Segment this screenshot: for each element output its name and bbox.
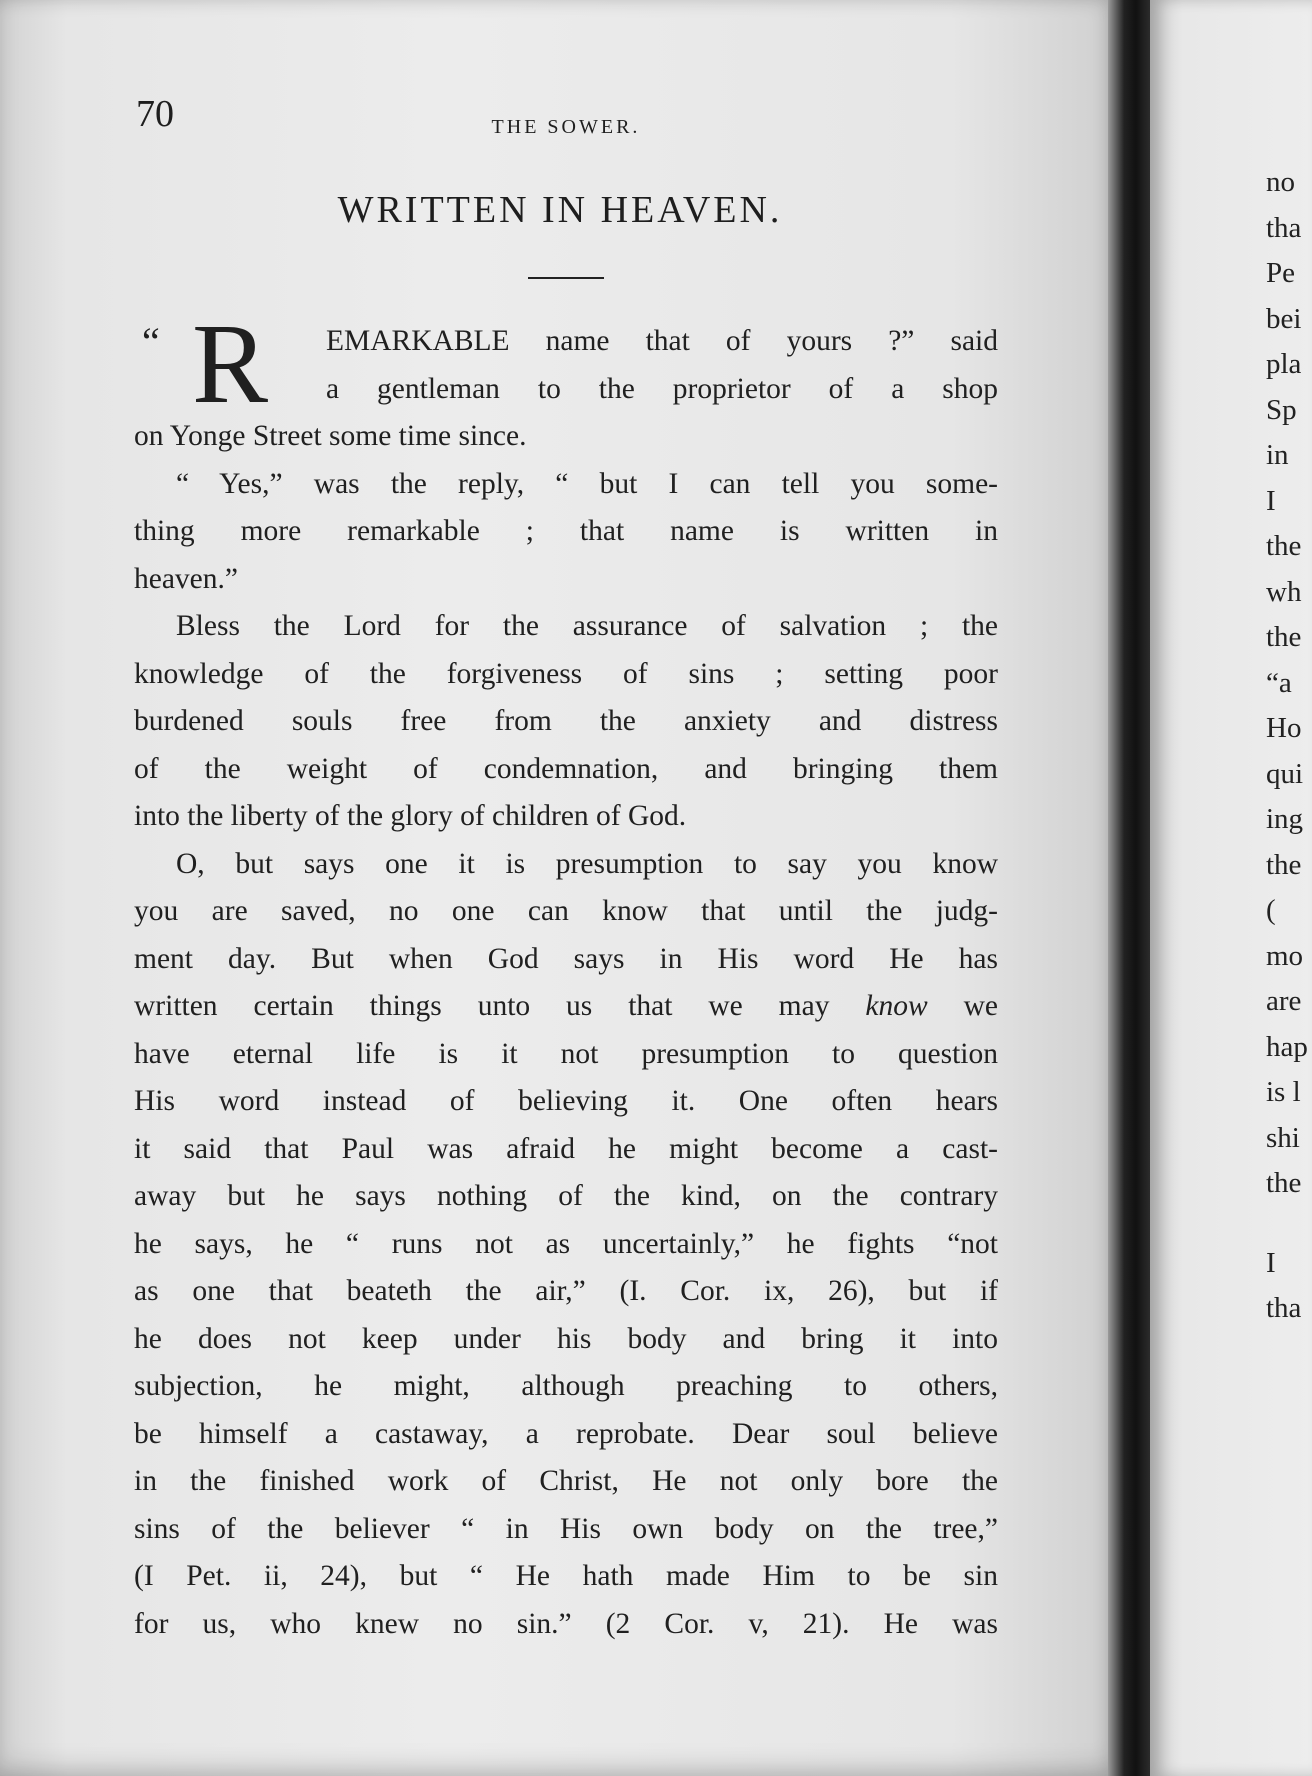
fragment: the (1266, 530, 1302, 562)
fragment: is l (1266, 1076, 1301, 1108)
fragment: bei (1266, 302, 1302, 335)
title-divider (528, 277, 604, 279)
fragment: pla (1266, 348, 1302, 380)
fragment-spacer (1266, 1207, 1312, 1241)
text-line: for us, who knew no sin.” (2 Cor. v, 21). He was (134, 1607, 998, 1640)
text-line: “ Yes,” was the reply, “ but I can tell you some- (176, 467, 998, 500)
running-title: THE SOWER. (491, 116, 641, 138)
fragment: hap (1266, 1030, 1308, 1063)
fragment: mo (1266, 939, 1304, 972)
text-line: a gentleman to the proprietor of a shop (326, 372, 998, 405)
fragment: tha (1266, 211, 1302, 244)
text-segment: written certain things unto us that we may (134, 990, 830, 1022)
text-line: subjection, he might, although preaching to others, (134, 1370, 998, 1402)
text-line: as one that beateth the air,” (I. Cor. ix, 26), but if (134, 1275, 998, 1307)
text-line: Bless the Lord for the assurance of salvation ; the (176, 610, 998, 642)
fragment: in (1266, 439, 1289, 471)
text-line: EMARKABLE name that of yours ?” said (326, 325, 998, 357)
article-body (134, 300, 998, 1648)
fragment: ing (1266, 803, 1304, 835)
text-line: (I Pet. ii, 24), but “ He hath made Him to be sin (134, 1560, 998, 1592)
text-line: of the weight of condemnation, and bringing them (134, 752, 998, 785)
fragment: I (1266, 484, 1276, 517)
emphasized-word: know (865, 990, 928, 1022)
drop-cap-block (134, 300, 998, 427)
text-line: he does not keep under his body and bring it into (134, 1322, 998, 1355)
fragment: “a (1266, 666, 1292, 699)
fragment: wh (1266, 575, 1302, 608)
text-line: he says, he “ runs not as uncertainly,” he fights “not (134, 1227, 998, 1260)
text-line: on Yonge Street some time since. (134, 420, 527, 452)
fragment: Sp (1266, 393, 1297, 426)
page-number: 70 (136, 93, 174, 135)
book-gutter (1108, 0, 1154, 1776)
text-line: thing more remarkable ; that name is written in (134, 515, 998, 547)
fragment: the (1266, 621, 1302, 653)
text-line: knowledge of the forgiveness of sins ; setting poor (134, 657, 998, 690)
fragment: are (1266, 985, 1302, 1017)
text-line: into the liberty of the glory of children of God. (134, 800, 687, 832)
fragment: tha (1266, 1292, 1302, 1324)
running-head (136, 92, 996, 152)
text-line: you are saved, no one can know that until the judg- (134, 895, 998, 927)
text-line: away but he says nothing of the kind, on the contrary (134, 1180, 998, 1212)
article-title: WRITTEN IN HEAVEN. (337, 189, 783, 231)
text-line: in the finished work of Christ, He not only bore the (134, 1465, 998, 1497)
text-line: heaven.” (134, 562, 238, 595)
fragment: the (1266, 848, 1302, 881)
text-line: it said that Paul was afraid he might become a cast- (134, 1132, 998, 1165)
text-line: His word instead of believing it. One often hears (134, 1085, 998, 1117)
fragment: Ho (1266, 712, 1302, 744)
text-line: O, but says one it is presumption to say you know (176, 847, 998, 880)
text-line: sins of the believer “ in His own body on the tree,” (134, 1512, 998, 1545)
fragment: no (1266, 166, 1295, 198)
text-line: have eternal life is it not presumption to question (134, 1037, 998, 1070)
text-line: be himself a castaway, a reprobate. Dear soul believe (134, 1417, 998, 1450)
drop-cap: R (192, 300, 269, 427)
fragment: I (1266, 1246, 1276, 1279)
drop-cap-quote: “ (142, 319, 160, 364)
fragment: shi (1266, 1121, 1300, 1154)
text-line-with-emphasis (134, 983, 998, 1031)
fragment: Pe (1266, 257, 1295, 289)
fragment: the (1266, 1167, 1302, 1199)
fragment: qui (1266, 757, 1304, 790)
text-line: ment day. But when God says in His word He has (134, 942, 998, 975)
text-line: burdened souls free from the anxiety and distress (134, 705, 998, 737)
text-segment: we (963, 990, 998, 1022)
right-page-fragments (1266, 160, 1312, 1332)
fragment: ( (1266, 894, 1276, 926)
